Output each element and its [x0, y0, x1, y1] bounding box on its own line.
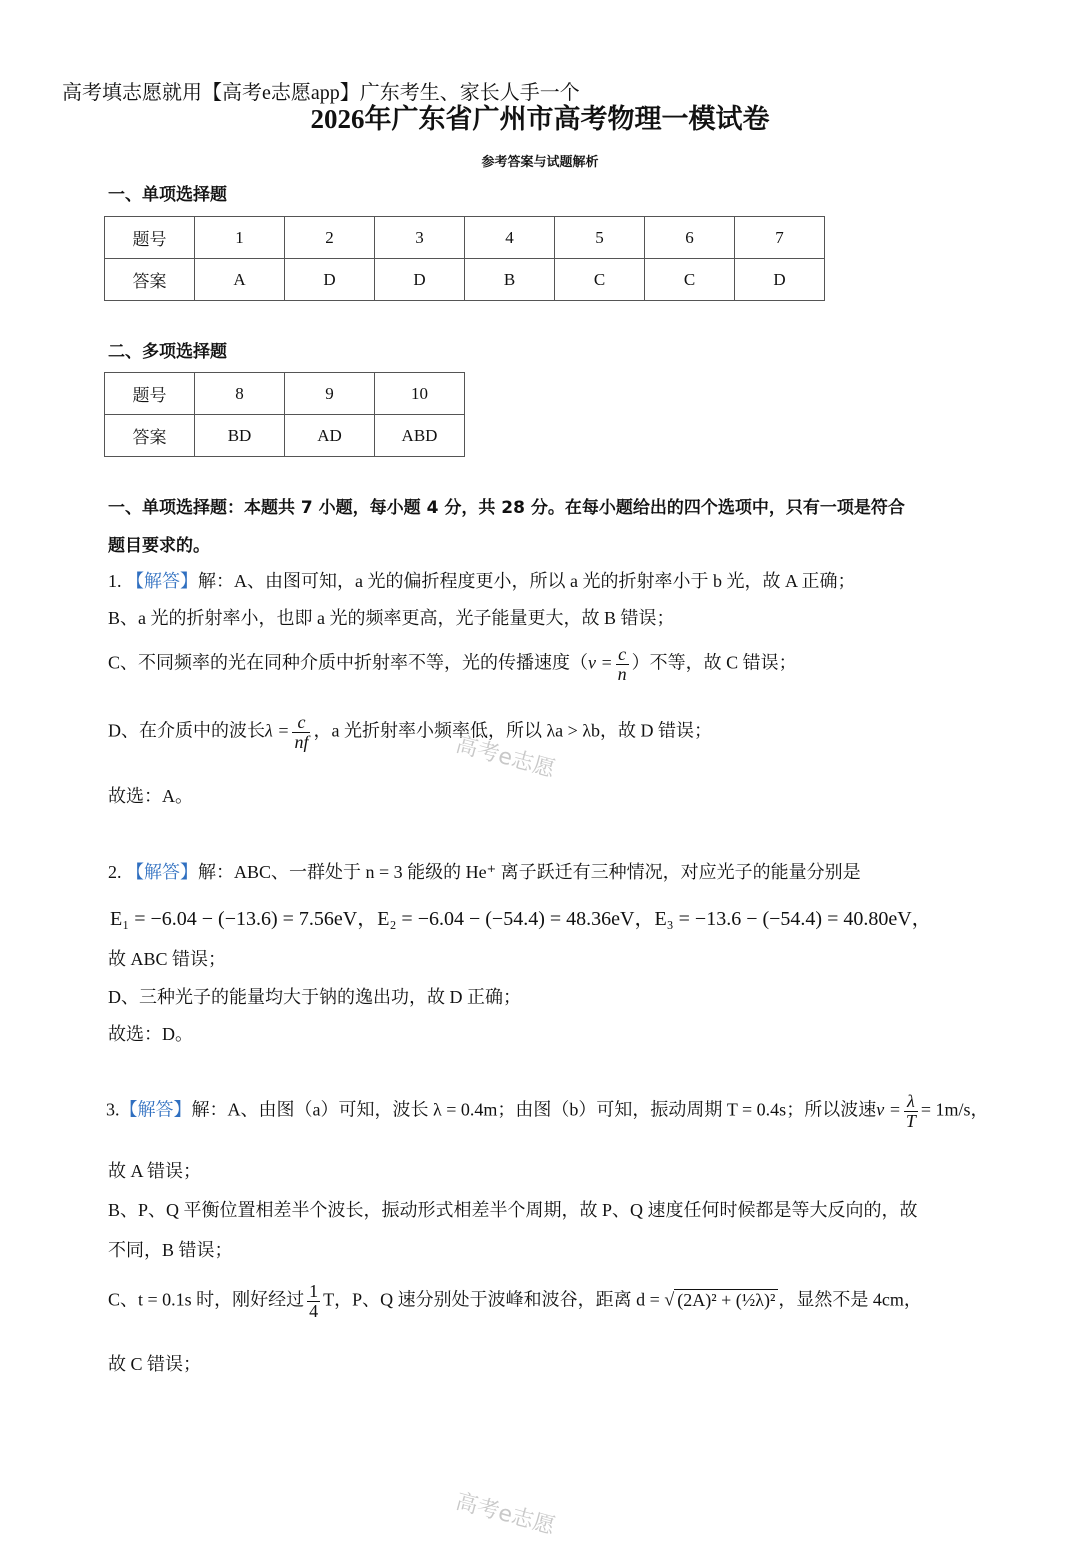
question-number: 2 — [285, 217, 375, 259]
fraction-den: nf — [294, 731, 309, 752]
q1-line-b: B、a 光的折射率小，也即 a 光的频率更高，光子能量更大，故 B 错误； — [108, 608, 675, 628]
q1-conclusion: 故选：A。 — [108, 786, 193, 806]
q3-c-mid: T，P、Q 速分别处于波峰和波谷，距离 d = — [323, 1289, 660, 1310]
answer-tag: 【解答】 — [119, 1099, 192, 1120]
answer-cell: BD — [195, 415, 285, 457]
q3-line-a — [106, 1092, 989, 1131]
q1-text-a: 解：A、由图可知，a 光的偏折程度更小，所以 a 光的折射率小于 b 光，故 A 正确； — [198, 571, 856, 591]
answer-cell: D — [375, 259, 465, 301]
q2-conclusion: 故选：D。 — [108, 1024, 193, 1044]
instructions-line-2: 题目要求的。 — [108, 536, 210, 556]
answer-cell: AD — [285, 415, 375, 457]
row-label: 答案 — [105, 259, 195, 301]
page-title: 2026年广东省广州市高考物理一模试卷 — [310, 104, 770, 134]
section1-heading: 一、单项选择题 — [108, 185, 227, 205]
table-row — [105, 217, 825, 259]
fraction-num: 1 — [309, 1281, 319, 1301]
q1-line-d — [108, 713, 712, 752]
q1-c-text: C、不同频率的光在同种介质中折射率不等，光的传播速度（ — [108, 652, 589, 673]
answer-tag: 【解答】 — [126, 862, 198, 882]
answer-cell: D — [285, 259, 375, 301]
q3-number: 3. — [106, 1099, 120, 1120]
page-subtitle: 参考答案与试题解析 — [481, 155, 599, 170]
q1-c-eq: v = — [588, 652, 613, 673]
section2-heading: 二、多项选择题 — [108, 342, 227, 362]
question-number: 4 — [465, 217, 555, 259]
fraction — [292, 713, 310, 752]
question-number: 8 — [195, 373, 285, 415]
q3-b-2: 不同，B 错误； — [108, 1240, 233, 1260]
q1-d-text: D、在介质中的波长 — [108, 720, 265, 741]
q2-d: D、三种光子的能量均大于钠的逸出功，故 D 正确； — [108, 987, 521, 1007]
q1-number: 1. — [108, 571, 122, 591]
q3-b-1: B、P、Q 平衡位置相差半个波长，振动形式相差半个周期，故 P、Q 速度任何时候都是等大反向的，故 — [108, 1200, 918, 1220]
fraction — [904, 1092, 918, 1131]
answer-cell: A — [195, 259, 285, 301]
single-choice-table — [104, 216, 825, 301]
q2-text: 解：ABC、一群处于 n = 3 能级的 He⁺ 离子跃迁有三种情况，对应光子的能量分别是 — [198, 862, 861, 882]
q1-d-eq: λ = — [265, 720, 290, 741]
fraction-num: c — [292, 713, 310, 733]
table-row — [105, 259, 825, 301]
q1-c-post: ）不等，故 C 错误； — [631, 652, 797, 673]
fraction — [616, 645, 629, 684]
question-number: 10 — [375, 373, 465, 415]
multi-choice-table — [104, 372, 465, 457]
answer-cell: C — [555, 259, 645, 301]
q2-line-a — [108, 858, 861, 884]
question-number: 6 — [645, 217, 735, 259]
sqrt-expression: (2A)² + (½λ)² — [674, 1289, 778, 1310]
table-row — [105, 373, 465, 415]
q1-d-post: ，a 光折射率小频率低，所以 λa > λb，故 D 错误； — [313, 720, 713, 741]
question-number: 7 — [735, 217, 825, 259]
table-row — [105, 415, 465, 457]
q1-line-a — [108, 567, 855, 593]
fraction-den: T — [905, 1110, 916, 1131]
row-label: 题号 — [105, 217, 195, 259]
fraction-den: n — [617, 663, 627, 684]
fraction-num: c — [616, 645, 629, 665]
answer-cell: D — [735, 259, 825, 301]
q3-line-c: C、t = 0.1s 时，刚好经过 $\frac{1}{4}$ T，P、Q 速分别处于波峰和波谷，距离 d = √ (2A)² + (½λ)² ，显然不是 4cm， — [108, 1281, 922, 1321]
fraction-num: λ — [904, 1092, 918, 1112]
fraction-den: 4 — [309, 1300, 319, 1321]
q2-energies: E₁ = −6.04 − (−13.6) = 7.56eV，E₂ = −6.04 − (−54.4) = 48.36eV，E₃ = −13.6 − (−54.4) = 40.80eV， — [110, 908, 932, 930]
q2-number: 2. — [108, 862, 122, 882]
row-label: 答案 — [105, 415, 195, 457]
q1-line-c — [108, 645, 797, 684]
question-number: 5 — [555, 217, 645, 259]
q3-c-wrong: 故 C 错误； — [108, 1354, 202, 1374]
q3-a-text: 解：A、由图（a）可知，波长 λ = 0.4m；由图（b）可知，振动周期 T = 0.4s；所以波速 — [191, 1099, 877, 1120]
answer-tag: 【解答】 — [126, 571, 198, 591]
q2-abc: 故 ABC 错误； — [108, 949, 227, 969]
question-number: 9 — [285, 373, 375, 415]
answer-cell: B — [465, 259, 555, 301]
banner-text: 高考填志愿就用【高考e志愿app】广东考生、家长人手一个 — [62, 82, 580, 104]
q3-a-post: = 1m/s， — [920, 1099, 989, 1120]
instructions-line-1: 一、单项选择题：本题共 7 小题，每小题 4 分，共 28 分。在每小题给出的四个选项中，只有一项是符合 — [108, 498, 905, 518]
answer-cell: ABD — [375, 415, 465, 457]
question-number: 3 — [375, 217, 465, 259]
watermark-text: 高考e志愿 — [452, 1489, 558, 1540]
q3-a-wrong: 故 A 错误； — [108, 1161, 202, 1181]
q3-a-eq: v = — [876, 1099, 901, 1120]
q3-c-post: ，显然不是 4cm， — [778, 1289, 922, 1310]
watermark-text: 高考e志愿 — [452, 732, 558, 783]
row-label: 题号 — [105, 373, 195, 415]
fraction — [307, 1282, 320, 1321]
answer-cell: C — [645, 259, 735, 301]
q3-c-text: C、t = 0.1s 时，刚好经过 — [108, 1289, 305, 1310]
question-number: 1 — [195, 217, 285, 259]
